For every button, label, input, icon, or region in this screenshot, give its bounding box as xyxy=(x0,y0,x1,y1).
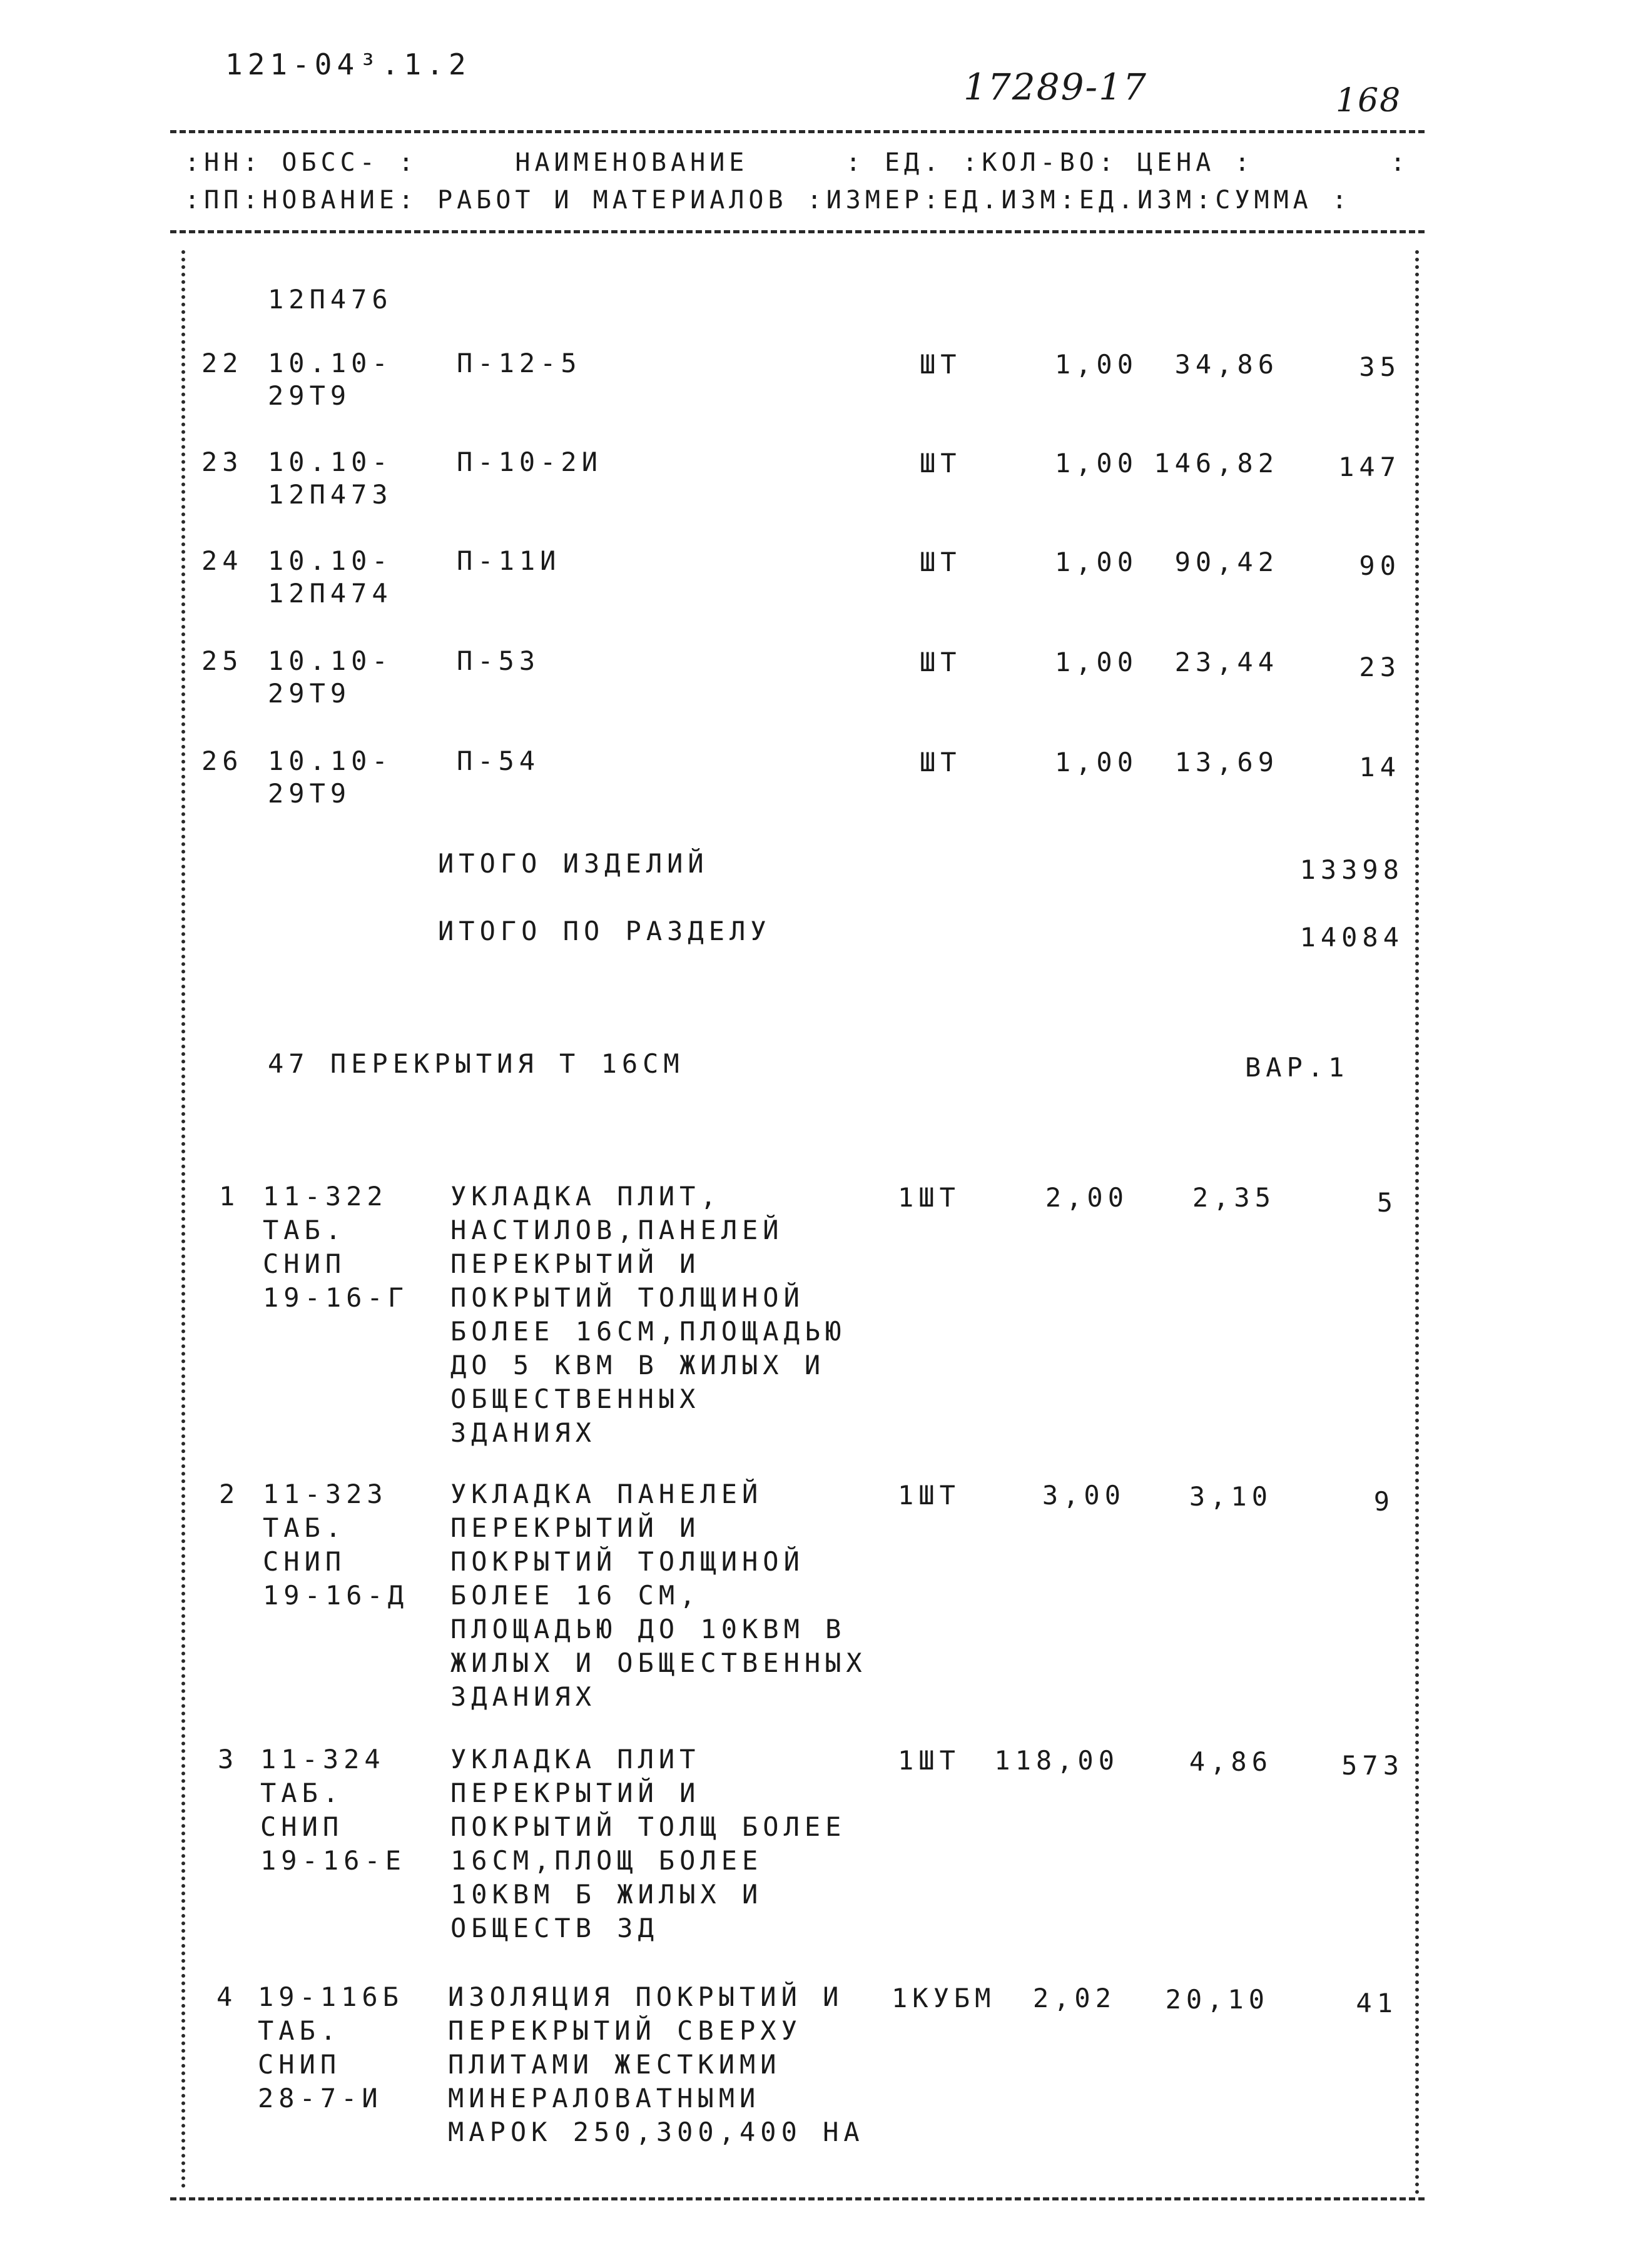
row-unit: ШТ xyxy=(920,349,962,380)
column-header-line1: :НН: ОБСС- : НАИМЕНОВАНИЕ : ЕД. :КОЛ-ВО: ЦЕНА : : xyxy=(185,148,1410,177)
row-number: 24 xyxy=(201,545,243,576)
row-code-line2: 12П474 xyxy=(268,578,393,609)
row-number: 22 xyxy=(201,348,243,378)
section-variant: ВАР.1 xyxy=(1245,1052,1349,1083)
row-sum: 41 xyxy=(1356,1988,1398,2018)
row-name: П-10-2И xyxy=(457,447,603,477)
row-code-line: 19-16-Г xyxy=(263,1282,409,1313)
row-sum: 9 xyxy=(1373,1486,1395,1517)
row-name-line: УКЛАДКА ПЛИТ, xyxy=(450,1181,721,1212)
row-unit: ШТ xyxy=(920,747,962,777)
section-title: 47 ПЕРЕКРЫТИЯ Т 16СМ xyxy=(268,1048,684,1079)
row-name-line: МИНЕРАЛОВАТНЫМИ xyxy=(448,2083,761,2114)
total-items-value: 13398 xyxy=(1299,854,1404,885)
row-code-line: СНИП xyxy=(263,1248,347,1279)
row-name-line: БОЛЕЕ 16 СМ, xyxy=(450,1580,701,1611)
row-price: 23,44 xyxy=(1174,647,1279,677)
row-code-line1: 10.10- xyxy=(268,746,393,776)
right-dotted-border xyxy=(1415,250,1419,2195)
row-price: 34,86 xyxy=(1174,349,1279,380)
row-unit: ШТ xyxy=(920,547,962,577)
row-name-line: НАСТИЛОВ,ПАНЕЛЕЙ xyxy=(450,1215,784,1245)
row-code-line: ТАБ. xyxy=(260,1778,344,1808)
row-name: П-12-5 xyxy=(457,348,582,378)
total-section-label: ИТОГО ПО РАЗДЕЛУ xyxy=(438,916,771,946)
row-code-line2: 12П473 xyxy=(268,479,393,510)
row-name-line: ПЕРЕКРЫТИЙ И xyxy=(450,1248,701,1279)
row-name-line: ПОКРЫТИЙ ТОЛЩИНОЙ xyxy=(450,1546,805,1577)
row-sum: 90 xyxy=(1359,550,1401,581)
row-qty: 2,00 xyxy=(1045,1182,1129,1213)
row-qty: 3,00 xyxy=(1042,1480,1125,1511)
row-name-line: МАРОК 250,300,400 НА xyxy=(448,2117,865,2147)
row-price: 13,69 xyxy=(1174,747,1279,777)
row-code-line: 11-324 xyxy=(260,1744,385,1774)
row-number: 26 xyxy=(201,746,243,776)
header-bottom-border xyxy=(170,230,1425,233)
row-code-line: ТАБ. xyxy=(263,1215,347,1245)
row-name: П-53 xyxy=(457,645,541,676)
row-code-line: ТАБ. xyxy=(263,1512,347,1543)
row-code-line: СНИП xyxy=(260,1811,344,1842)
total-section-value: 14084 xyxy=(1299,922,1404,953)
row-name-line: БОЛЕЕ 16СМ,ПЛОЩАДЬЮ xyxy=(450,1316,846,1347)
row-code-line1: 10.10- xyxy=(268,645,393,676)
row-name-line: ИЗОЛЯЦИЯ ПОКРЫТИЙ И xyxy=(448,1982,844,2012)
row-price: 4,86 xyxy=(1189,1746,1273,1777)
row-code-line: 19-116Б xyxy=(258,1982,404,2012)
row-price: 2,35 xyxy=(1192,1182,1276,1213)
row-code-line1: 10.10- xyxy=(268,545,393,576)
row-code-line: 11-322 xyxy=(263,1181,388,1212)
row-price: 3,10 xyxy=(1189,1481,1273,1512)
row-number: 4 xyxy=(216,1982,238,2012)
row-unit: ШТ xyxy=(920,647,962,677)
table-bottom-border xyxy=(170,2197,1425,2200)
row-code-line: СНИП xyxy=(263,1546,347,1577)
row-name-line: ОБЩЕСТВ ЗД xyxy=(450,1913,659,1943)
row-code-line2: 29Т9 xyxy=(268,380,352,411)
row-code-line: 28-7-И xyxy=(258,2083,383,2114)
document-code: 121-04³.1.2 xyxy=(225,48,471,81)
handwritten-number: 17289-17 xyxy=(963,66,1147,108)
row-number: 1 xyxy=(219,1181,240,1212)
row-name-line: ПЕРЕКРЫТИЙ СВЕРХУ xyxy=(448,2015,802,2046)
row-name-line: ПЛОЩАДЬЮ ДО 10КВМ В xyxy=(450,1614,846,1644)
row-number: 2 xyxy=(219,1479,240,1509)
row-name-line: ПЕРЕКРЫТИЙ И xyxy=(450,1778,701,1808)
row-sum: 147 xyxy=(1338,452,1401,482)
row-price: 146,82 xyxy=(1154,448,1279,478)
row-sum: 23 xyxy=(1359,652,1401,682)
row-qty: 1,00 xyxy=(1054,647,1138,677)
row-code-line2: 29Т9 xyxy=(268,778,352,809)
row-name-line: ПЛИТАМИ ЖЕСТКИМИ xyxy=(448,2049,781,2080)
row-number: 3 xyxy=(218,1744,239,1774)
column-header-line2: :ПП:НОВАНИЕ: РАБОТ И МАТЕРИАЛОВ :ИЗМЕР:ЕД.ИЗМ:ЕД.ИЗМ:СУММА : xyxy=(185,186,1351,215)
row-price: 20,10 xyxy=(1165,1984,1269,2015)
row-name: П-54 xyxy=(457,746,541,776)
row-unit: 1ШТ xyxy=(898,1480,960,1511)
row-code-line: ТАБ. xyxy=(258,2015,342,2046)
row-qty: 1,00 xyxy=(1054,547,1138,577)
row-qty: 2,02 xyxy=(1032,1983,1116,2013)
row-price: 90,42 xyxy=(1174,547,1279,577)
row-sum: 14 xyxy=(1359,752,1401,782)
row-name-line: ЗДАНИЯХ xyxy=(450,1417,597,1448)
page-number: 168 xyxy=(1336,82,1402,119)
row-name-line: ПЕРЕКРЫТИЙ И xyxy=(450,1512,701,1543)
row-unit: 1ШТ xyxy=(898,1182,960,1213)
row-name-line: ЖИЛЫХ И ОБЩЕСТВЕННЫХ xyxy=(450,1648,867,1678)
row-code-line1: 10.10- xyxy=(268,447,393,477)
row-code-line2: 29Т9 xyxy=(268,678,352,709)
total-items-label: ИТОГО ИЗДЕЛИЙ xyxy=(438,848,709,879)
row-qty: 1,00 xyxy=(1054,448,1138,478)
left-dotted-border xyxy=(181,250,185,2189)
row-code-line: 19-16-Д xyxy=(263,1580,409,1611)
row-sum: 5 xyxy=(1376,1187,1398,1218)
row-sum: 573 xyxy=(1341,1750,1404,1781)
row-code-line: 19-16-Е xyxy=(260,1845,407,1876)
row-name-line: ЗДАНИЯХ xyxy=(450,1681,597,1712)
row-name-line: ДО 5 КВМ В ЖИЛЫХ И xyxy=(450,1350,826,1380)
table-top-border xyxy=(170,130,1425,133)
row-qty: 1,00 xyxy=(1054,747,1138,777)
row-code-line: СНИП xyxy=(258,2049,342,2080)
row-qty: 118,00 xyxy=(994,1745,1119,1776)
row-qty: 1,00 xyxy=(1054,349,1138,380)
row-unit: 1ШТ xyxy=(898,1745,960,1776)
row-name-line: ОБЩЕСТВЕННЫХ xyxy=(450,1384,701,1414)
row-code-line1: 10.10- xyxy=(268,348,393,378)
row-name-line: УКЛАДКА ПЛИТ xyxy=(450,1744,701,1774)
row-unit: ШТ xyxy=(920,448,962,478)
row-name-line: УКЛАДКА ПАНЕЛЕЙ xyxy=(450,1479,763,1509)
row-name: П-11И xyxy=(457,545,561,576)
row-number: 23 xyxy=(201,447,243,477)
row-unit: 1КУБМ xyxy=(892,1983,996,2013)
row-sum: 35 xyxy=(1359,352,1401,382)
row-name-line: 16СМ,ПЛОЩ БОЛЕЕ xyxy=(450,1845,763,1876)
row-name-line: ПОКРЫТИЙ ТОЛЩИНОЙ xyxy=(450,1282,805,1313)
row-name-line: ПОКРЫТИЙ ТОЛЩ БОЛЕЕ xyxy=(450,1811,846,1842)
row-number: 25 xyxy=(201,645,243,676)
row-code-line: 11-323 xyxy=(263,1479,388,1509)
row-name-line: 10КВМ Б ЖИЛЫХ И xyxy=(450,1879,763,1910)
row-code-line1: 12П476 xyxy=(268,284,393,315)
